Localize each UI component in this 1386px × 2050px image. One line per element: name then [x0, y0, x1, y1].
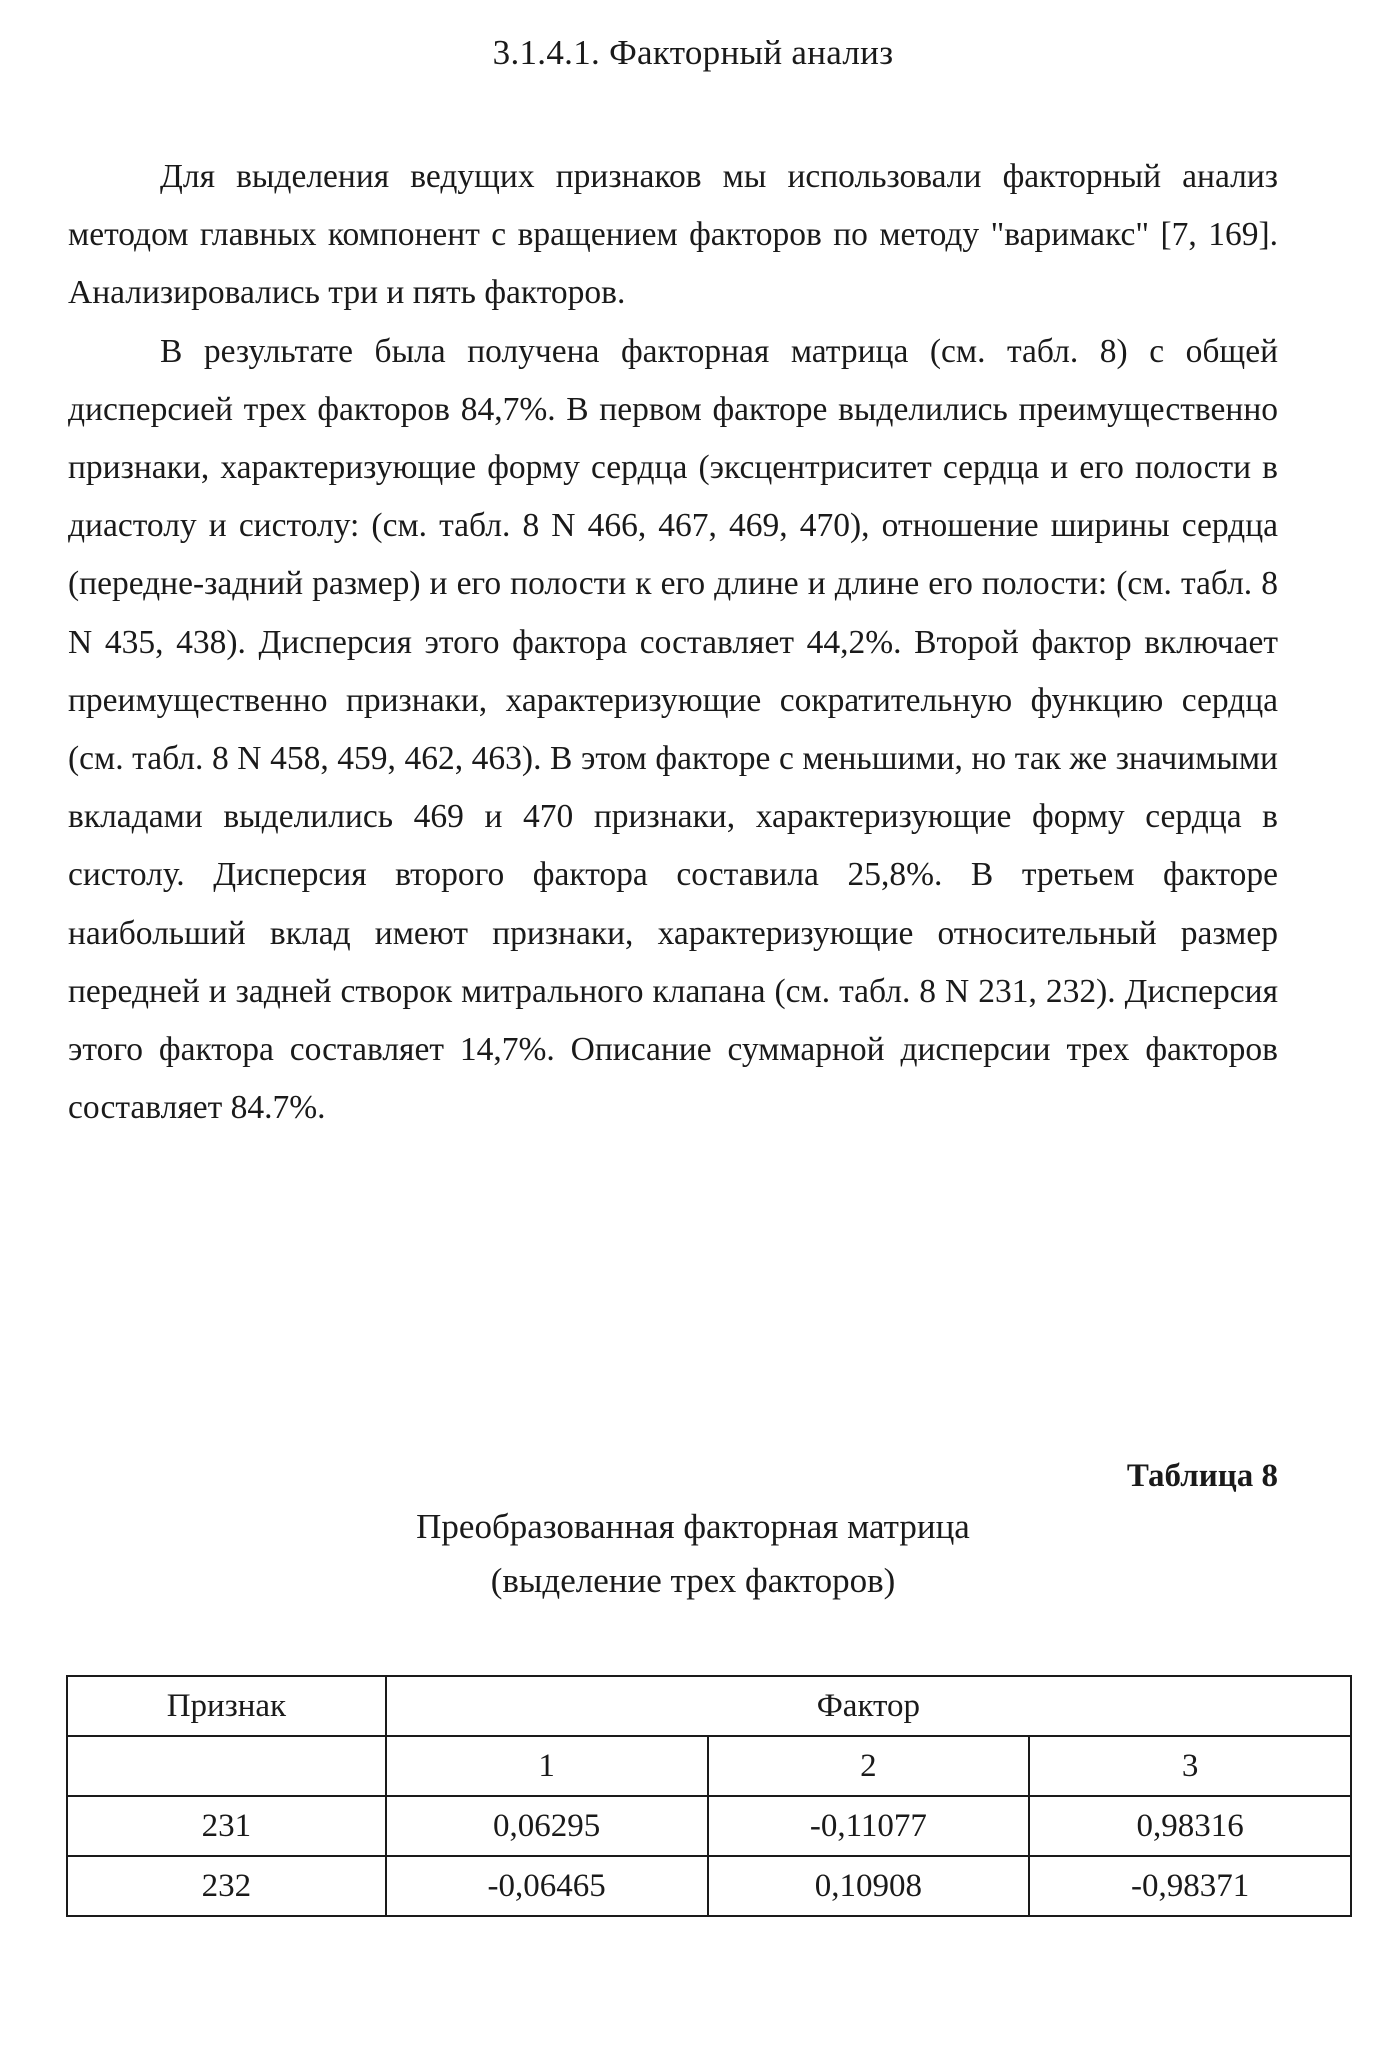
row-factor-2-cell: -0,11077: [708, 1796, 1030, 1856]
row-sign-cell: 232: [67, 1856, 386, 1916]
table-caption: [0, 1500, 1386, 1608]
header-sign-cell: Признак: [67, 1676, 386, 1736]
factor-number-1: 1: [386, 1736, 708, 1796]
table-header-row: [67, 1676, 1351, 1736]
table-caption-line-2: (выделение трех факторов): [490, 1561, 896, 1600]
row-factor-2-cell: 0,10908: [708, 1856, 1030, 1916]
factor-matrix-table: [66, 1675, 1352, 1917]
table-row: [67, 1856, 1351, 1916]
factor-number-3: 3: [1029, 1736, 1351, 1796]
table-label: Таблица 8: [1126, 1458, 1278, 1494]
factor-number-2: 2: [708, 1736, 1030, 1796]
paragraph-1: Для выделения ведущих признаков мы использовали факторный анализ методом главных компонент с вращением факторов по методу "варимакс" [7, 169]. Анализировались три и пять факторов.: [68, 158, 1278, 312]
section-title: 3.1.4.1. Факторный анализ: [492, 33, 894, 72]
row-factor-1-cell: 0,06295: [386, 1796, 708, 1856]
table-subheader-row: [67, 1736, 1351, 1796]
table-row: [67, 1796, 1351, 1856]
row-factor-3-cell: 0,98316: [1029, 1796, 1351, 1856]
row-factor-1-cell: -0,06465: [386, 1856, 708, 1916]
subheader-empty-cell: [67, 1736, 386, 1796]
table-caption-line-1: Преобразованная факторная матрица: [416, 1507, 970, 1546]
header-factor-cell: Фактор: [386, 1676, 1351, 1736]
row-sign-cell: 231: [67, 1796, 386, 1856]
paragraph-2: В результате была получена факторная матрица (см. табл. 8) с общей дисперсией трех факторов 84,7%. В первом факторе выделились преимущественно признаки, характеризующие форму сердца (эксцентриситет сердца и его полости в диастолу и систолу: (см. табл. 8 N 466, 467, 469, 470), отношение ширины сердца (передне-задний размер) и его полости к его длине и длине его полости: (см. табл. 8 N 435, 438). Дисперсия этого фактора составляет 44,2%. Второй фактор включает преимущественно признаки, характеризующие сократительную функцию сердца (см. табл. 8 N 458, 459, 462, 463). В этом факторе с меньшими, но так же значимыми вкладами выделились 469 и 470 признаки, характеризующие форму сердца в систолу. Дисперсия второго фактора составила 25,8%. В третьем факторе наибольший вклад имеют признаки, характеризующие относительный размер передней и задней створок митрального клапана (см. табл. 8 N 231, 232). Дисперсия этого фактора составляет 14,7%. Описание суммарной дисперсии трех факторов составляет 84.7%.: [68, 332, 1278, 1127]
body-text: [68, 148, 1278, 1137]
row-factor-3-cell: -0,98371: [1029, 1856, 1351, 1916]
